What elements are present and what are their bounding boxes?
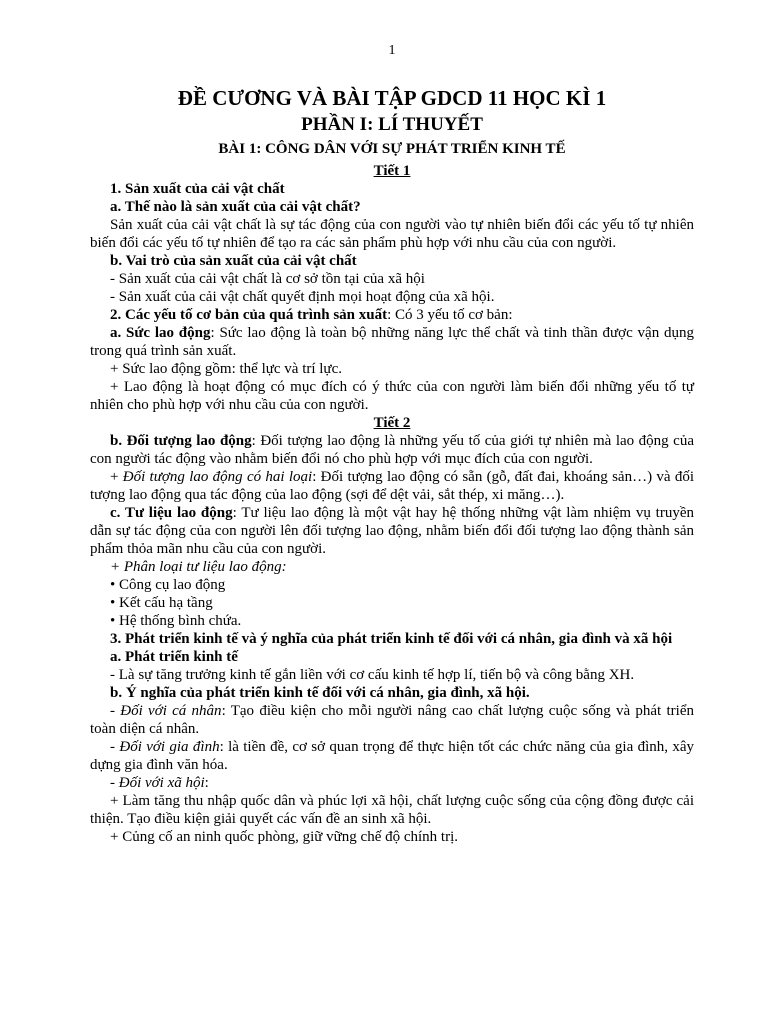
section-2-heading	[90, 306, 694, 324]
section-1b-item-2: - Sản xuất của cải vật chất quyết định mọi hoạt động của xã hội.	[110, 289, 495, 305]
section-3b-heading: b. Ý nghĩa của phát triển kinh tế đối với cá nhân, gia đình, xã hội.	[110, 685, 530, 701]
document-page	[90, 40, 694, 846]
section-3b-individual-text: : Tạo điều kiện cho mỗi người nâng cao chất lượng cuộc sống và phát triển toàn diện cá nhân.	[90, 703, 694, 737]
section-3b-family-text: : là tiền đề, cơ sở quan trọng để thực hiện tốt các chức năng của gia đình, xây dựng gia đình văn hóa.	[90, 739, 695, 773]
section-2c-bullet-2: • Kết cấu hạ tầng	[110, 595, 213, 611]
section-3b-society-plus-2: + Củng cố an ninh quốc phòng, giữ vững chế độ chính trị.	[110, 829, 459, 845]
section-2a-label: a. Sức lao động	[110, 325, 211, 341]
section-3b-individual-label: Đối với cá nhân	[120, 703, 222, 719]
section-2c-classification: + Phân loại tư liệu lao động:	[110, 559, 287, 575]
section-2c-label: c. Tư liệu lao động	[110, 505, 233, 521]
section-3b-society-prefix: -	[110, 775, 119, 791]
section-2b-plus-text: : Đối tượng lao động có sẵn (gỗ, đất đai, khoáng sản…) và đối tượng lao động qua tác động của lao động (sợi để dệt vải, sắt thép, xi măng…).	[90, 469, 694, 503]
page-number: 1	[388, 43, 396, 58]
section-2b-label: b. Đối tượng lao động	[110, 433, 252, 449]
section-3b-society-text: :	[204, 775, 209, 791]
period-1-heading: Tiết 1	[373, 163, 411, 179]
section-3b-family-label: Đối với gia đình	[119, 739, 220, 755]
section-3b-family	[90, 738, 694, 774]
section-2b-plus	[90, 468, 694, 504]
section-2b-paragraph	[90, 432, 694, 468]
section-2a-text: : Sức lao động là toàn bộ những năng lực thể chất và tinh thần được vận dụng trong quá trình sản xuất.	[90, 325, 694, 359]
section-1b-heading: b. Vai trò của sản xuất của cải vật chất	[110, 253, 357, 269]
section-1a-paragraph: Sản xuất của cải vật chất là sự tác động của con người vào tự nhiên biến đổi các yếu tố tự nhiên biến đổi các yếu tố tự nhiên để tạo ra các sản phẩm phù hợp với nhu cầu của con người.	[90, 217, 694, 251]
section-3b-family-prefix: -	[110, 739, 120, 755]
section-2c-bullet-1: • Công cụ lao động	[110, 577, 226, 593]
section-2-tail: : Có 3 yếu tố cơ bản:	[387, 307, 513, 323]
section-3-heading: 3. Phát triển kinh tế và ý nghĩa của phát triển kinh tế đối với cá nhân, gia đình và xã hội	[110, 631, 673, 647]
period-2-heading: Tiết 2	[373, 415, 411, 431]
section-1b-item-1: - Sản xuất của cải vật chất là cơ sở tồn tại của xã hội	[110, 271, 425, 287]
section-2c-text: : Tư liệu lao động là một vật hay hệ thống những vật làm nhiệm vụ truyền dẫn sự tác động của con người lên đối tượng lao động, nhằm biến đổi đối tượng lao động thành sản phẩm thỏa mãn nhu cầu của con người.	[90, 505, 694, 557]
section-2c-bullet-3: • Hệ thống bình chứa.	[110, 613, 242, 629]
section-3b-individual-prefix: -	[110, 703, 121, 719]
section-3a-paragraph: - Là sự tăng trưởng kinh tế gắn liền với cơ cấu kinh tế hợp lí, tiến bộ và công bằng XH.	[110, 667, 635, 683]
section-2c-paragraph	[90, 504, 694, 558]
document-title: ĐỀ CƯƠNG VÀ BÀI TẬP GDCD 11 HỌC KÌ 1	[177, 86, 607, 110]
section-2a-paragraph	[90, 324, 694, 360]
section-3b-society	[90, 774, 694, 792]
section-1-heading: 1. Sản xuất của cải vật chất	[110, 181, 285, 197]
part-heading: PHẦN I: LÍ THUYẾT	[301, 114, 483, 135]
section-2-title: 2. Các yếu tố cơ bản của quá trình sản xuất	[110, 307, 388, 323]
section-3b-society-label: Đối với xã hội	[118, 775, 205, 791]
section-2b-plus-italic: Đối tượng lao động có hai loại	[122, 469, 313, 485]
section-2a-plus-2: + Lao động là hoạt động có mục đích có ý thức của con người làm biến đổi những yếu tố tự nhiên cho phù hợp với nhu cầu của con người.	[90, 379, 694, 413]
section-2b-plus-prefix: +	[110, 469, 123, 485]
section-2a-plus-1: + Sức lao động gồm: thể lực và trí lực.	[110, 361, 342, 377]
section-1a-heading: a. Thế nào là sản xuất của cải vật chất?	[110, 199, 361, 215]
section-2b-text: : Đối tượng lao động là những yếu tố của giới tự nhiên mà lao động của con người tác động vào nhằm biến đổi nó cho phù hợp với mục đích của con người.	[90, 433, 694, 467]
section-3b-society-plus-1: + Làm tăng thu nhập quốc dân và phúc lợi xã hội, chất lượng cuộc sống của cộng đồng được cải thiện. Tạo điều kiện giải quyết các vấn đề an sinh xã hội.	[90, 793, 694, 827]
lesson-heading: BÀI 1: CÔNG DÂN VỚI SỰ PHÁT TRIỂN KINH TẾ	[218, 141, 566, 157]
section-3b-individual	[90, 702, 694, 738]
section-3a-heading: a. Phát triển kinh tế	[110, 649, 238, 665]
